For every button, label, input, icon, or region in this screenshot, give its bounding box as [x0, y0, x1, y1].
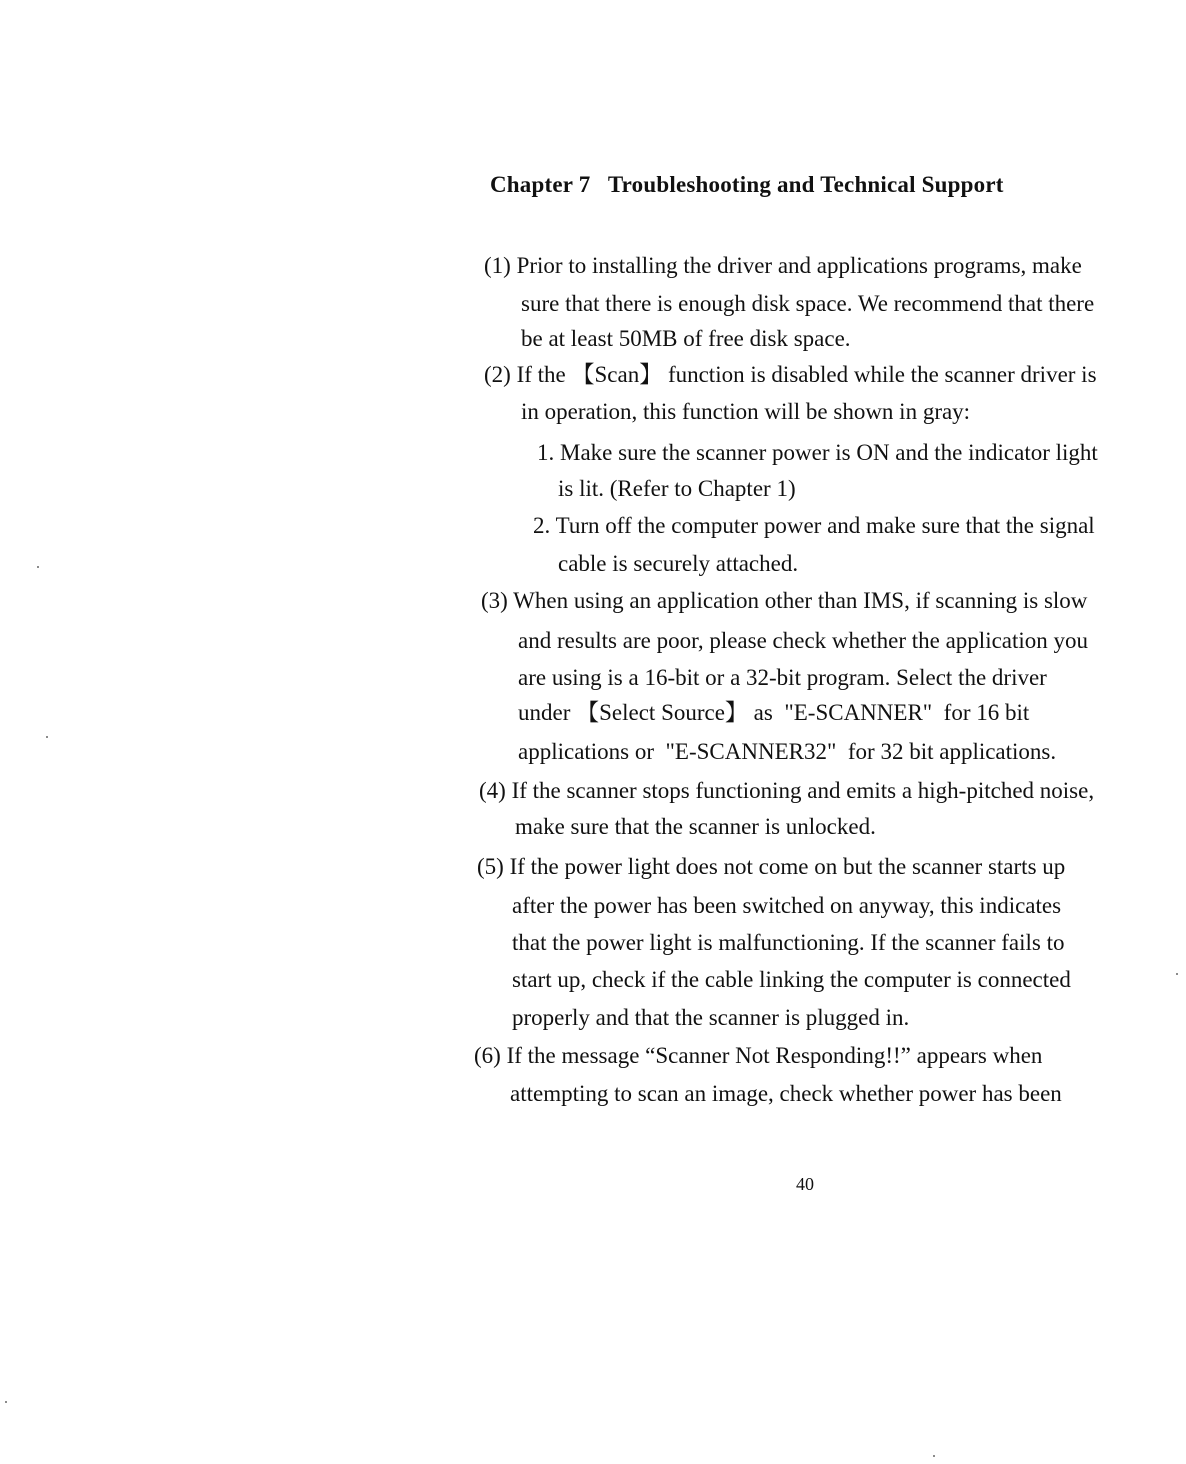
text-line: (1) Prior to installing the driver and applications programs, make: [484, 253, 1082, 278]
text-line: properly and that the scanner is plugged in.: [512, 1005, 910, 1030]
chapter-title: Chapter 7 Troubleshooting and Technical Support: [490, 172, 1004, 197]
text-line: (2) If the 【Scan】 function is disabled while the scanner driver is: [484, 362, 1097, 387]
text-line: and results are poor, please check whether the application you: [518, 628, 1089, 653]
scan-speck: [1176, 973, 1178, 975]
scan-speck: [5, 1401, 7, 1403]
text-line: (6) If the message “Scanner Not Responding!!” appears when: [474, 1043, 1043, 1068]
text-line: cable is securely attached.: [558, 551, 799, 576]
text-line: start up, check if the cable linking the computer is connected: [512, 967, 1071, 992]
text-line: 2. Turn off the computer power and make sure that the signal: [533, 513, 1095, 538]
text-line: that the power light is malfunctioning. If the scanner fails to: [512, 930, 1065, 955]
page-number: 40: [796, 1174, 814, 1194]
text-line: under 【Select Source】 as "E-SCANNER" for 16 bit: [518, 700, 1030, 725]
text-line: (5) If the power light does not come on but the scanner starts up: [477, 854, 1066, 879]
text-line: attempting to scan an image, check whether power has been: [510, 1081, 1062, 1106]
text-line: 1. Make sure the scanner power is ON and the indicator light: [537, 440, 1098, 465]
text-line: (3) When using an application other than IMS, if scanning is slow: [481, 588, 1088, 613]
text-line: (4) If the scanner stops functioning and emits a high-pitched noise,: [479, 778, 1095, 803]
scan-speck: [933, 1455, 935, 1457]
scan-speck: [37, 566, 39, 568]
text-line: in operation, this function will be shown in gray:: [521, 399, 971, 424]
text-line: be at least 50MB of free disk space.: [521, 326, 851, 351]
text-line: applications or "E-SCANNER32" for 32 bit applications.: [518, 739, 1057, 764]
text-line: is lit. (Refer to Chapter 1): [558, 476, 796, 501]
text-line: make sure that the scanner is unlocked.: [515, 814, 876, 839]
scan-speck: [46, 736, 48, 738]
text-line: sure that there is enough disk space. We recommend that there: [521, 291, 1095, 316]
text-line: are using is a 16-bit or a 32-bit program. Select the driver: [518, 665, 1047, 690]
text-line: after the power has been switched on anyway, this indicates: [512, 893, 1062, 918]
